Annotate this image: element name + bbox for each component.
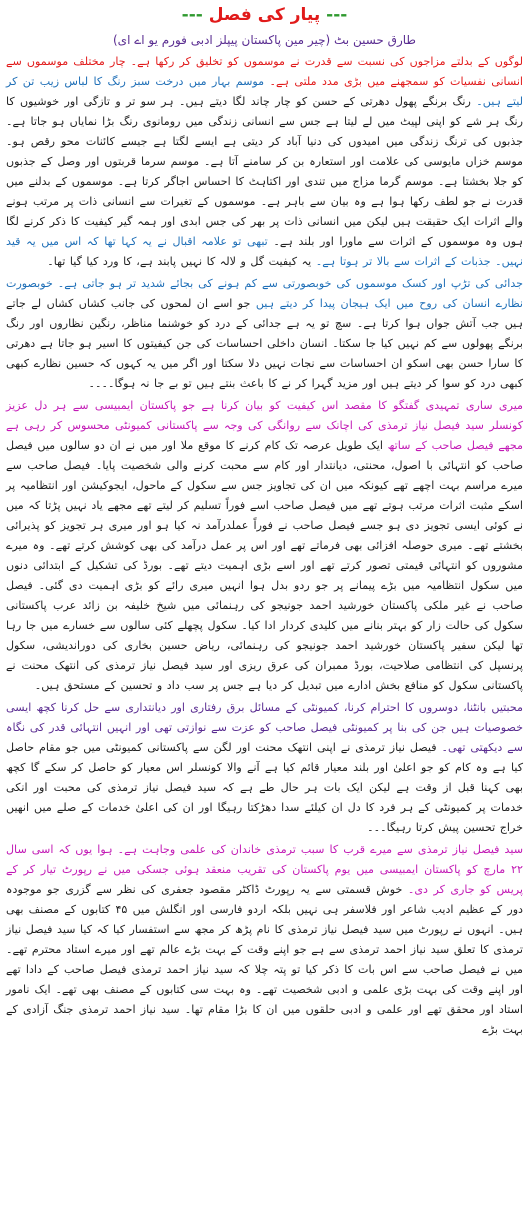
text-run: خوش قسمتی سے یہ رپورٹ ڈاکٹر مقصود جعفری کی نظر سے گزری جو موجودہ دور کے عظیم ادیب شاعر اور فلاسفر ہی نہیں بلکہ اردو فارسی اور انگلش میں ۴۵ کتابوں کے مصنف بھی ہیں۔ انہوں نے رپورٹ میں سید فیصل نیاز ترمذی کا نام پڑھ کر مجھ سے استفسار کیا کہ کیا سید فیصل نیاز ترمذی کا تعلق سید نیاز احمد ترمذی سے ہے جو اپنے وقت کے بہت بڑے عالم تھے اور میرے استاد محترم تھے۔ میں نے فیصل صاحب سے اس بات کا ذکر کیا تو پتہ چلا کہ سید نیاز احمد ترمذی فیصل صاحب کے دادا تھے اور اپنے وقت کی بہت بڑی علمی و ادبی شخصیت تھے۔ وہ بہت سی کتابوں کے مصنف بھی تھے۔ ایک نامور استاد اور محقق تھے اور علمی و ادبی حلقوں میں ان کا بڑا مقام تھا۔ سید نیاز احمد ترمذی جنگ آزادی کے بہت بڑے <box>6 883 523 1036</box>
paragraph-5 <box>6 840 523 1040</box>
article-body <box>6 52 523 1040</box>
text-run: ایک طویل عرصہ تک کام کرنے کا موقع ملا اور میں نے ان دو سالوں میں فیصل صاحب کو انتہائی با اصول، محنتی، دیانتدار اور کام سے محبت کرنے والی شخصیت پایا۔ فیصل صاحب سے میرے مراسم بہت اچھے تھے کیونکہ میں ان کی تجاویز جس سے سکول کے ماحول، ایجوکیشن اور انتظامیہ پر اسکے مثبت اثرات مرتب ہوتے تھے میں فیصل صاحب اسے فوراً تسلیم کر لیتے تھے مجھے یاد نہیں پڑتا کہ میں نے کوئی ایسی تجویز دی ہو جسے فیصل صاحب نے فوراً عملدرآمد نہ کیا ہو اور میری ہر تجویز کو پذیرائی بخشتے تھے۔ میری حوصلہ افزائی بھی فرماتے تھے اور اس پر عمل درآمد کی بھی کوشش کرتے تھے۔ وہ میرے مشوروں کو انتہائی قیمتی تصور کرتے تھے اور اسے بڑی اہمیت دیتے تھے۔ بورڈ کی تشکیل کے ابتدائی دنوں میں سکول انتظامیہ میں بڑے پیمانے پر جو ردو بدل ہوا انہیں میری رائے کو بڑی اہمیت دی گئی۔ فیصل صاحب نے غیر ملکی پاکستان خورشید احمد جونیجو کی رہنمائی میں شیخ خلیفہ بن زائد عرب پاکستانی سکول کی حالت زار کو بہتر بنانے میں کلیدی کردار ادا کیا۔ سکول پچھلے کئی سالوں سے خسارے میں جا رہا تھا لیکن سفیر پاکستان خورشید احمد جونیجو کی رہنمائی، ریاض حسین بخاری کی دوراندیشی، سکول پرنسپل کی انتظامی صلاحیت، بورڈ ممبران کی عرق ریزی اور سید فیصل نیاز ترمذی کی انتھک محنت نے پاکستانی سکول کو منافع بخش ادارے میں تبدیل کر دیا ہے جس پر سب داد و تحسین کے مستحق ہیں۔ <box>6 439 523 692</box>
article-title <box>6 4 523 26</box>
text-run: سید فیصل نیاز ترمذی سے میرے قرب کا سبب ترمذی خاندان کی علمی وجاہت ہے۔ ہوا یوں کہ اسی سال ۲۲ مارچ کو پاکستان ایمبیسی میں یوم پاکستان کی تقریب منعقد ہوئی جسکی میں نے رپورٹ تیار کر کے پریس کو جاری کر دی۔ <box>6 843 523 896</box>
paragraph-1 <box>6 52 523 272</box>
text-run: فیصل نیاز ترمذی نے اپنی انتھک محنت اور لگن سے پاکستانی کمیونٹی میں جو مقام حاصل کیا ہے وہ کام کو جو اعلیٰ اور بلند معیار قائم کیا ہے آنے والا کونسلر اس معیار کو حاصل کر سکے گا کچھ بھی کہنا قبل از وقت ہے لیکن ایک بات ہر حال طے ہے کہ سید فیصل نیاز ترمذی کی محبت اور انکی خدمات پر کمیونٹی کے ہر فرد کا دل ان کیلئے سدا دھڑکتا رہیگا اور ان کی اعلیٰ خدمات کے صلے میں انھیں خراج تحسین پیش کرتا رہیگا۔۔۔ <box>6 741 523 834</box>
title-dash-left: --- <box>181 5 203 25</box>
text-run: محبتیں بانٹنا، دوسروں کا احترام کرنا، کمیونٹی کے مسائل برق رفتاری اور دیانتداری سے حل کرنا کچھ ایسی خصوصیات ہیں جن کی بنا پر کمیونٹی فیصل صاحب کو عزت سے نوازتی تھی اور انہیں انتہائی قدر کی نگاہ سے دیکھتی تھی۔ <box>6 701 523 754</box>
paragraph-4 <box>6 698 523 838</box>
text-run: میری ساری تمہیدی گفتگو کا مقصد اس کیفیت کو بیان کرنا ہے جو پاکستان ایمبیسی سے ہر دل عزیز کونسلر سید فیصل نیاز ترمذی کی اچانک سے روانگی کی وجہ سے پاکستانی کمیونٹی محسوس کر رہی ہے مجھے فیصل صاحب کے ساتھ <box>6 399 523 452</box>
author-byline: طارق حسین بٹ (چیر مین پاکستان پیپلز ادبی فورم یو اے ای) <box>113 33 416 47</box>
paragraph-3 <box>6 396 523 696</box>
article <box>6 0 523 1040</box>
text-run: موسم بہار میں درخت سبز رنگ کا لباس زیب تن کر لیتے ہیں۔ <box>6 75 523 108</box>
text-run: جو اسے ان لمحوں کی جانب کشاں کشاں لے جاتے ہیں جب آتش جواں ہوا کرتا ہے۔ سچ تو یہ ہے جدائی کے درد کو خوشنما مناظر، رنگین نظاروں اور رنگ برنگے پھولوں سے کم نہیں کیا جا سکتا۔ انسان داخلی احساسات کی جن کیفیتوں کا اسیر ہو جاتا ہے دھرتی کا سارا حسن بھی اسکو ان احساسات سے نجات نہیں دلا سکتا اور اگر میں یہ کہوں کہ حسین نظارے کبھی کبھی درد کو سوا کر دیتے ہیں اور مزید گہرا کر نے کا باعث بنتے ہیں تو بے جا نہ ہوگا۔۔۔۔ <box>6 297 523 390</box>
text-run: یہ کیفیت گل و لالہ کا نہیں پابند ہے، کا ورد کیا گیا تھا۔ <box>47 255 312 268</box>
text-run: جدائی کی تڑپ اور کسک موسموں کی خوبصورتی سے کم ہونے کی بجائے شدید تر ہو جاتی ہے۔ خوبصورت نظارے انسان کی روح میں ایک ہیجان پیدا کر دیتے ہیں <box>6 277 524 310</box>
title-text: پیار کی فصل <box>208 5 321 25</box>
text-run: رنگ برنگے پھول دھرتی کے حسن کو چار چاند لگا دیتے ہیں۔ ہر سو تر و تازگی اور خوشیوں کا رنگ ہر شے کو اپنی لپیٹ میں لے لیتا ہے جس سے انسانی زندگی میں رومانوی رنگ بڑا نمایاں ہو جاتا ہے۔ جذبوں کی ترنگ زندگی میں امیدوں کی دنیا آباد کر دیتی ہے ایسے لگتا ہے جیسے کائنات محو رقص ہو۔ موسم خزاں مایوسی کی علامت اور استعارہ بن کر سامنے آتا ہے۔ موسم سرما قربتوں اور وصل کے جذبوں کو جلا بخشتا ہے۔ موسم گرما مزاج میں تندی اور اکتاہٹ کا احساس اجاگر کرتا ہے۔ موسموں کے بدلنے میں قدرت نے جو لطف رکھا ہوا ہے وہ بیان سے باہر ہے۔ موسموں کے تغیرات سے انسانی ذات پر مرتب ہونے والے اثرات ایک حقیقت ہیں لیکن میں انسانی ذات پر بھر کی جس ابدی اور ہمہ گیر کیفیت کا ذکر کرنے لگا ہوں وہ موسموں کے اثرات سے ماورا اور بلند ہے۔ <box>6 95 523 248</box>
title-dash-right: --- <box>326 5 348 25</box>
text-run: لوگوں کے بدلتے مزاجوں کی نسبت سے قدرت نے موسموں کو تخلیق کر رکھا ہے۔ چار مختلف موسموں سے انسانی نفسیات کو سمجھنے میں بڑی مدد ملتی ہے۔ <box>6 55 523 88</box>
text-run: تبھی تو علامہ اقبال نے یہ کہا تھا کہ اس میں یہ قید نہیں۔ جذبات کے اثرات سے بالا تر ہوتا ہے۔ <box>6 235 523 268</box>
paragraph-2 <box>6 274 523 394</box>
